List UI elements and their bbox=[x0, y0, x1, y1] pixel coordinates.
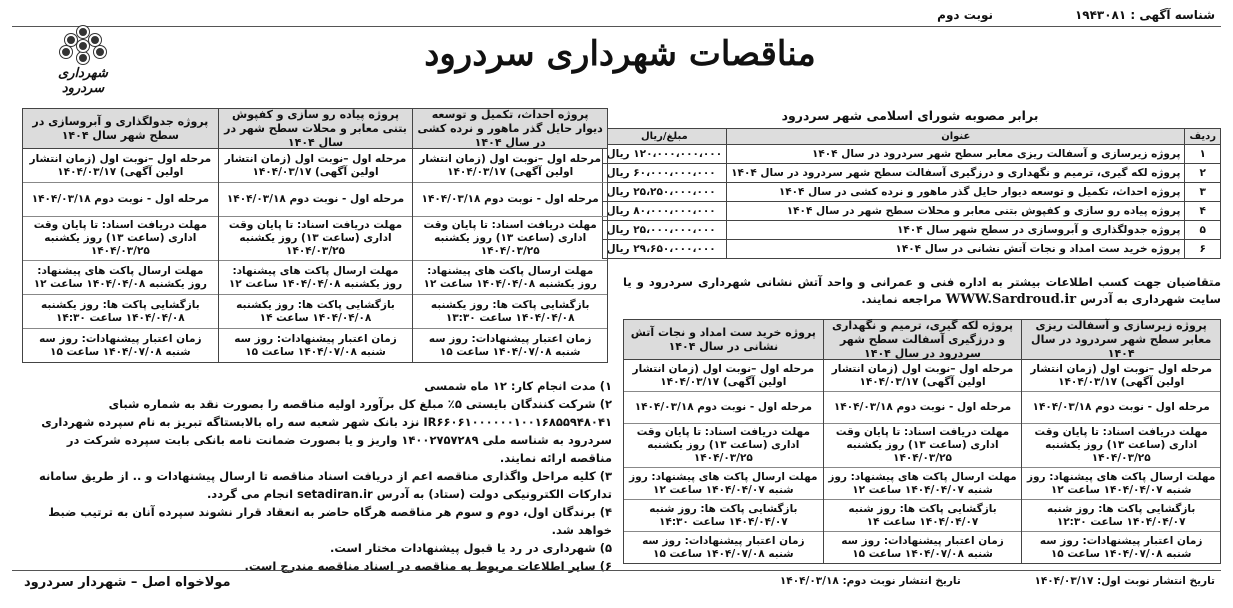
schedule-cell: مرحله اول –نوبت اول (زمان انتشار اولین آگهی) ۱۴۰۴/۰۳/۱۷ bbox=[1022, 360, 1220, 392]
column-header-title: عنوان bbox=[727, 129, 1185, 145]
row-title: پروژه احداث، تکمیل و توسعه دیوار حایل گذر ماهور و نرده کشی در سال ۱۴۰۴ bbox=[727, 183, 1185, 202]
conditions-list bbox=[22, 377, 612, 575]
table-row bbox=[602, 183, 1220, 202]
schedule-cell: مهلت دریافت اسناد: تا پایان وقت اداری (ساعت ۱۳) روز یکشنبه ۱۴۰۴/۰۳/۲۵ bbox=[624, 424, 823, 468]
priority-table-header-row bbox=[602, 129, 1220, 145]
schedule-cell: مهلت دریافت اسناد: تا پایان وقت اداری (ساعت ۱۳) روز یکشنبه ۱۴۰۴/۰۳/۲۵ bbox=[824, 424, 1022, 468]
condition-item: ۲) شرکت کنندگان بایستی ۵٪ مبلغ کل برآورد اولیه مناقصه را بصورت نقد به شماره شبای IR۶۶۰۶۱۰۰۰۰۰۰۱۰۰۱۶۸۵۵۹۴۸۰۴۱ نزد بانک شهر شعبه سه راه بالابستاگه تبریز به نام سپرده شهرداری سردرود به شناسه ملی ۱۴۰۰۲۷۵۷۲۸۹ واریز و یا بصورت ضمانت نامه بانکی بابت سپرده شرکت در مناقصه ارائه نمایند. bbox=[41, 397, 612, 465]
schedule-cell: زمان اعتبار پیشنهادات: روز سه شنبه ۱۴۰۴/۰۷/۰۸ ساعت ۱۵ bbox=[234, 332, 397, 358]
schedule-cell: بازگشایی پاکت ها: روز شنبه ۱۴۰۴/۰۴/۰۷ ساعت ۱۴:۳۰ bbox=[624, 500, 823, 532]
table-row bbox=[602, 202, 1220, 221]
table-row bbox=[602, 240, 1220, 259]
schedule-cell: مرحله اول - نوبت دوم ۱۴۰۴/۰۳/۱۸ bbox=[824, 392, 1022, 424]
ad-id: شناسه آگهی : ۱۹۴۳۰۸۱ bbox=[1074, 8, 1215, 22]
row-title: پروژه زیرسازی و آسفالت ریزی معابر سطح شهر سردرود در سال ۱۴۰۴ bbox=[727, 145, 1185, 164]
first-publication-date: تاریخ انتشار نوبت اول: ۱۴۰۴/۰۳/۱۷ bbox=[1034, 575, 1215, 587]
row-amount: ۲۹،۶۵۰،۰۰۰،۰۰۰ ریال bbox=[602, 240, 727, 259]
schedule-cell: مهلت ارسال پاکت های پیشنهاد: روز یکشنبه ۱۴۰۴/۰۴/۰۸ ساعت ۱۲ bbox=[413, 261, 607, 295]
mayor-signature: مولاخواه اصل – شهردار سردرود bbox=[24, 575, 231, 590]
logo-text: شهرداری سردرود bbox=[58, 66, 108, 96]
schedule-cell: مرحله اول –نوبت اول (زمان انتشار اولین آگهی) ۱۴۰۴/۰۳/۱۷ bbox=[23, 149, 218, 183]
schedule-cell: مهلت ارسال پاکت های پیشنهاد: روز یکشنبه ۱۴۰۴/۰۴/۰۸ ساعت ۱۲ bbox=[219, 261, 413, 295]
project-column bbox=[412, 109, 607, 362]
row-number: ۲ bbox=[1185, 164, 1221, 183]
row-number: ۵ bbox=[1185, 221, 1221, 240]
row-number: ۴ bbox=[1185, 202, 1221, 221]
schedule-cell: مرحله اول –نوبت اول (زمان انتشار اولین آگهی) ۱۴۰۴/۰۳/۱۷ bbox=[219, 149, 413, 183]
row-number: ۶ bbox=[1185, 240, 1221, 259]
schedule-cell: بازگشایی پاکت ها: روز شنبه ۱۴۰۴/۰۴/۰۷ ساعت ۱۲:۳۰ bbox=[1022, 500, 1220, 532]
row-title: پروژه جدولگذاری و آبروسازی در سطح شهر سال ۱۴۰۴ bbox=[727, 221, 1185, 240]
priority-table bbox=[602, 128, 1221, 259]
schedule-cell: مهلت ارسال پاکت های پیشنهاد: روز شنبه ۱۴۰۴/۰۴/۰۷ ساعت ۱۲ bbox=[624, 468, 823, 500]
website-link[interactable]: WWW.Sardroud.ir bbox=[945, 292, 1077, 307]
schedule-cell: زمان اعتبار پیشنهادات: روز سه شنبه ۱۴۰۴/۰۷/۰۸ ساعت ۱۵ bbox=[39, 332, 202, 358]
table-row bbox=[602, 145, 1220, 164]
project-schedule-grid-left bbox=[22, 108, 608, 363]
schedule-cell: بازگشایی پاکت ها: روز شنبه ۱۴۰۴/۰۴/۰۷ ساعت ۱۴ bbox=[824, 500, 1022, 532]
project-title: پروژه لکه گیری، ترمیم و نگهداری و درزگیری آسفالت سطح شهر سردرود در سال ۱۴۰۴ bbox=[824, 320, 1022, 360]
row-amount: ۲۵،۰۰۰،۰۰۰،۰۰۰ ریال bbox=[602, 221, 727, 240]
schedule-cell: مهلت دریافت اسناد: تا پایان وقت اداری (ساعت ۱۳) روز یکشنبه ۱۴۰۴/۰۳/۲۵ bbox=[23, 217, 218, 261]
schedule-cell: مهلت ارسال پاکت های پیشنهاد: روز شنبه ۱۴۰۴/۰۴/۰۷ ساعت ۱۲ bbox=[1022, 468, 1220, 500]
header-divider bbox=[12, 26, 1221, 27]
project-column bbox=[823, 320, 1022, 563]
footer-divider bbox=[12, 570, 1221, 571]
schedule-cell: مهلت دریافت اسناد: تا پایان وقت اداری (ساعت ۱۳) روز یکشنبه ۱۴۰۴/۰۳/۲۵ bbox=[413, 217, 607, 261]
project-column bbox=[624, 320, 823, 563]
project-title: پروژه جدولگذاری و آبروسازی در سطح شهر سال ۱۴۰۴ bbox=[23, 109, 218, 149]
schedule-cell: مرحله اول –نوبت اول (زمان انتشار اولین آگهی) ۱۴۰۴/۰۳/۱۷ bbox=[624, 360, 823, 392]
column-header-row-number: ردیف bbox=[1185, 129, 1221, 145]
council-note: برابر مصوبه شورای اسلامی شهر سردرود bbox=[781, 108, 1039, 123]
schedule-cell: مرحله اول –نوبت اول (زمان انتشار اولین آگهی) ۱۴۰۴/۰۳/۱۷ bbox=[413, 149, 607, 183]
publication-turn: نوبت دوم bbox=[937, 8, 993, 22]
condition-item: ۱) مدت انجام کار: ۱۲ ماه شمسی bbox=[424, 379, 612, 393]
page-title: مناقصات شهرداری سردرود bbox=[424, 34, 816, 74]
row-number: ۳ bbox=[1185, 183, 1221, 202]
row-amount: ۱۲۰،۰۰۰،۰۰۰،۰۰۰ ریال bbox=[602, 145, 727, 164]
info-paragraph bbox=[623, 274, 1221, 308]
table-row bbox=[602, 221, 1220, 240]
schedule-cell: مهلت ارسال پاکت های پیشنهاد: روز یکشنبه ۱۴۰۴/۰۴/۰۸ ساعت ۱۲ bbox=[23, 261, 218, 295]
schedule-cell: مرحله اول - نوبت دوم ۱۴۰۴/۰۳/۱۸ bbox=[413, 183, 607, 217]
schedule-cell: مهلت دریافت اسناد: تا پایان وقت اداری (ساعت ۱۳) روز یکشنبه ۱۴۰۴/۰۳/۲۵ bbox=[1022, 424, 1220, 468]
row-amount: ۲۵،۲۵۰،۰۰۰،۰۰۰ ریال bbox=[602, 183, 727, 202]
schedule-cell: زمان اعتبار پیشنهادات: روز سه شنبه ۱۴۰۴/۰۷/۰۸ ساعت ۱۵ bbox=[642, 534, 805, 560]
row-title: پروژه پیاده رو سازی و کفپوش بتنی معابر و محلات سطح شهر در سال ۱۴۰۴ bbox=[727, 202, 1185, 221]
info-tail: مراجعه نمایند. bbox=[861, 292, 942, 306]
row-title: پروژه خرید ست امداد و نجات آتش نشانی در سال ۱۴۰۴ bbox=[727, 240, 1185, 259]
condition-item: ۳) کلیه مراحل واگذاری مناقصه اعم از دریافت اسناد مناقصه تا ارسال پیشنهادات و .. از طریق سامانه تدارکات الکترونیکی دولت (ستاد) به آدرس setadiran.ir انجام می گردد. bbox=[38, 469, 612, 501]
schedule-cell: بازگشایی پاکت ها: روز یکشنبه ۱۴۰۴/۰۴/۰۸ ساعت ۱۴:۳۰ bbox=[23, 295, 218, 329]
row-title: پروژه لکه گیری، ترمیم و نگهداری و درزگیری آسفالت سطح شهر سردرود در سال ۱۴۰۴ bbox=[727, 164, 1185, 183]
publication-dates bbox=[710, 575, 1215, 587]
project-title: پروژه پیاده رو سازی و کفپوش بتنی معابر و محلات سطح شهر در سال ۱۴۰۴ bbox=[219, 109, 413, 149]
schedule-cell: مهلت دریافت اسناد: تا پایان وقت اداری (ساعت ۱۳) روز یکشنبه ۱۴۰۴/۰۳/۲۵ bbox=[219, 217, 413, 261]
row-amount: ۸۰،۰۰۰،۰۰۰،۰۰۰ ریال bbox=[602, 202, 727, 221]
schedule-cell: زمان اعتبار پیشنهادات: روز سه شنبه ۱۴۰۴/۰۷/۰۸ ساعت ۱۵ bbox=[841, 534, 1004, 560]
schedule-cell: مرحله اول - نوبت دوم ۱۴۰۴/۰۳/۱۸ bbox=[624, 392, 823, 424]
schedule-cell: مهلت ارسال پاکت های پیشنهاد: روز شنبه ۱۴۰۴/۰۴/۰۷ ساعت ۱۲ bbox=[824, 468, 1022, 500]
table-row bbox=[602, 164, 1220, 183]
row-amount: ۶۰،۰۰۰،۰۰۰،۰۰۰ ریال bbox=[602, 164, 727, 183]
project-column bbox=[23, 109, 218, 362]
schedule-cell: مرحله اول - نوبت دوم ۱۴۰۴/۰۳/۱۸ bbox=[1022, 392, 1220, 424]
row-number: ۱ bbox=[1185, 145, 1221, 164]
condition-item: ۶) سایر اطلاعات مربوط به مناقصه در اسناد مناقصه مندرج است. bbox=[244, 559, 612, 573]
second-publication-date: تاریخ انتشار نوبت دوم: ۱۴۰۴/۰۳/۱۸ bbox=[779, 575, 961, 587]
project-title: پروژه زیرسازی و آسفالت ریزی معابر سطح شهر سردرود در سال ۱۴۰۴ bbox=[1022, 320, 1220, 360]
project-title: پروژه خرید ست امداد و نجات آتش نشانی در سال ۱۴۰۴ bbox=[624, 320, 823, 360]
schedule-cell: مرحله اول - نوبت دوم ۱۴۰۴/۰۳/۱۸ bbox=[23, 183, 218, 217]
project-column bbox=[1021, 320, 1220, 563]
condition-item: ۴) برندگان اول، دوم و سوم هر مناقصه هرگاه حاضر به انعقاد قرار نشوند سپرده آنان به ترتیب ضبط خواهد شد. bbox=[48, 505, 612, 537]
schedule-cell: بازگشایی پاکت ها: روز یکشنبه ۱۴۰۴/۰۴/۰۸ ساعت ۱۳:۳۰ bbox=[413, 295, 607, 329]
logo-emblem-icon bbox=[60, 26, 106, 66]
info-text: متقاضیان جهت کسب اطلاعات بیشتر به اداره فنی و عمرانی و واحد آتش نشانی شهرداری سردرود و یا سایت شهرداری به آدرس bbox=[623, 275, 1221, 306]
schedule-cell: بازگشایی پاکت ها: روز یکشنبه ۱۴۰۴/۰۴/۰۸ ساعت ۱۴ bbox=[219, 295, 413, 329]
schedule-cell: زمان اعتبار پیشنهادات: روز سه شنبه ۱۴۰۴/۰۷/۰۸ ساعت ۱۵ bbox=[1039, 534, 1203, 560]
municipality-logo bbox=[44, 26, 122, 94]
project-schedule-grid-right bbox=[623, 319, 1221, 564]
condition-item: ۵) شهرداری در رد یا قبول پیشنهادات مختار است. bbox=[329, 541, 612, 555]
project-column bbox=[218, 109, 413, 362]
schedule-cell: مرحله اول - نوبت دوم ۱۴۰۴/۰۳/۱۸ bbox=[219, 183, 413, 217]
schedule-cell: مرحله اول –نوبت اول (زمان انتشار اولین آگهی) ۱۴۰۴/۰۳/۱۷ bbox=[824, 360, 1022, 392]
column-header-amount: مبلغ/ریال bbox=[602, 129, 727, 145]
schedule-cell: زمان اعتبار پیشنهادات: روز سه شنبه ۱۴۰۴/۰۷/۰۸ ساعت ۱۵ bbox=[428, 332, 592, 358]
project-title: پروژه احداث، تکمیل و توسعه دیوار حایل گذر ماهور و نرده کشی در سال ۱۴۰۴ bbox=[413, 109, 607, 149]
